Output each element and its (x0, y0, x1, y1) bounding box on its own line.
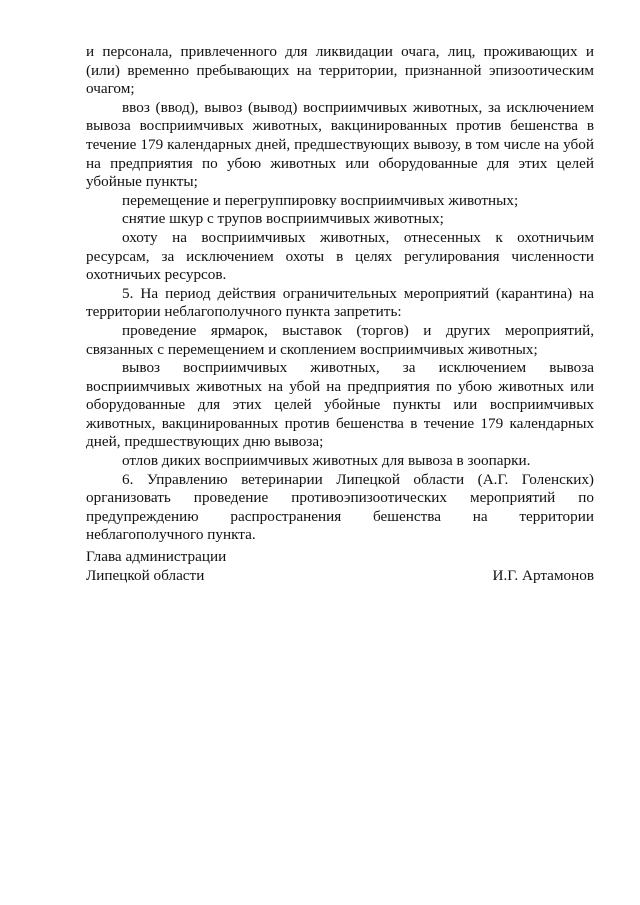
signature-block (86, 548, 594, 585)
signature-row (86, 567, 594, 586)
paragraph: снятие шкур с трупов восприимчивых животных; (122, 210, 444, 228)
signatory-title-line2: Липецкой области (86, 566, 205, 584)
paragraph: и персонала, привлеченного для ликвидации очага, лиц, проживающих и (или) временно пребывающих на территории, признанной эпизоотическим очагом; (86, 43, 594, 98)
signatory-name: И.Г. Артамонов (492, 566, 594, 584)
paragraph: проведение ярмарок, выставок (торгов) и других мероприятий, связанных с перемещением и скоплением восприимчивых животных; (86, 321, 594, 358)
paragraph: охоту на восприимчивых животных, отнесенных к охотничьим ресурсам, за исключением охоты в целях регулирования численности охотничьих ресурсов. (86, 228, 594, 284)
paragraph: ввоз (ввод), вывоз (вывод) восприимчивых животных, за исключением вывоза восприимчивых животных, вакцинированных против бешенства в течение 179 календарных дней, предшествующих вывозу, в том числе на убой на предприятия по убою животных или оборудованные для этих целей убойные пункты; (86, 98, 594, 191)
paragraph: отлов диких восприимчивых животных для вывоза в зоопарки. (122, 452, 531, 470)
paragraph: 5. На период действия ограничительных мероприятий (карантина) на территории неблагополучного пункта запретить: (86, 284, 594, 321)
paragraph: 6. Управлению ветеринарии Липецкой области (А.Г. Голенских) организовать проведение противоэпизоотических мероприятий по предупреждению распространения бешенства на территории неблагополучного пункта. (86, 470, 594, 544)
signatory-title-line1: Глава администрации (86, 548, 227, 565)
paragraph: вывоз восприимчивых животных, за исключением вывоза восприимчивых животных на убой на предприятия по убою животных или оборудованные для этих целей убойные пункты или восприимчивых животных, вакцинированных против бешенства в течение 179 календарных дней, предшествующих дню вывоза; (86, 359, 594, 451)
document-body (86, 43, 594, 545)
paragraph: перемещение и перегруппировку восприимчивых животных; (122, 191, 519, 209)
